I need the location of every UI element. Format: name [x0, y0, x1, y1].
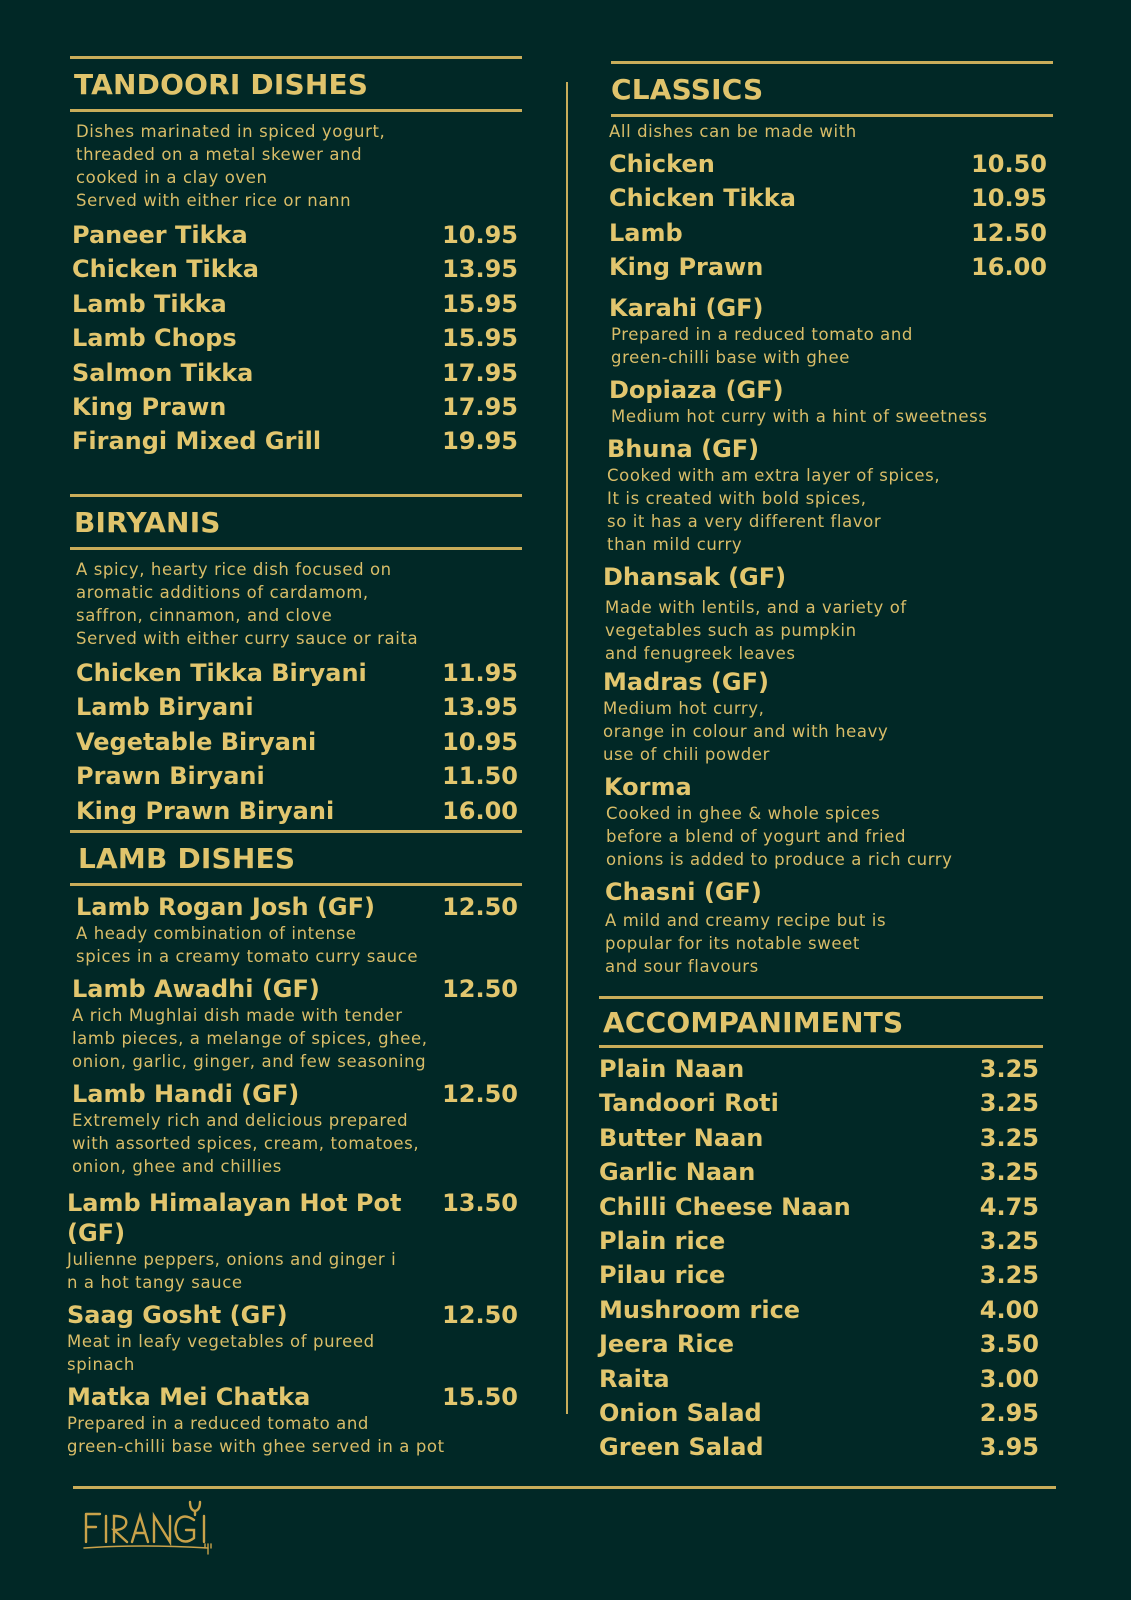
item-name: Raita: [599, 1364, 670, 1393]
menu-item: [70, 390, 522, 424]
curry-styles: [603, 293, 1051, 978]
item-name: Chicken Tikka: [609, 184, 796, 213]
section-description: Dishes marinated in spiced yogurt, threaded on a metal skewer and cooked in a clay oven Served with either rice or nann: [76, 122, 386, 210]
menu-item: [70, 974, 522, 1073]
item-name: Green Salad: [599, 1433, 764, 1462]
style-name: Karahi (GF): [609, 293, 764, 322]
item-price: 12.50: [442, 975, 518, 1003]
menu-item: [70, 424, 522, 458]
menu-item: [599, 1086, 1043, 1120]
item-name: Saag Gosht (GF): [67, 1301, 288, 1329]
item-price: 12.50: [442, 1080, 518, 1108]
menu-item: [599, 1362, 1043, 1396]
menu-item: [609, 147, 1051, 181]
item-price: 3.50: [979, 1330, 1039, 1359]
section-rule: [70, 883, 522, 886]
section-rule: [70, 494, 522, 497]
item-name: Onion Salad: [599, 1399, 762, 1428]
section-rule: [70, 547, 522, 550]
menu-item: [599, 1293, 1043, 1327]
menu-item: [599, 1052, 1043, 1086]
item-price: 17.95: [442, 393, 518, 422]
firangi-logo-icon: [80, 1500, 230, 1570]
menu-item: [599, 1155, 1043, 1189]
style-description: A mild and creamy recipe but is popular for its notable sweet and sour flavours: [605, 910, 887, 976]
menu-item: [70, 218, 522, 252]
item-price: 19.95: [442, 427, 518, 456]
item-name: Butter Naan: [599, 1123, 764, 1152]
item-description: Prepared in a reduced tomato and green-chilli base with ghee served in a pot: [67, 1414, 445, 1456]
item-price: 12.50: [442, 893, 518, 921]
style-name: Dhansak (GF): [603, 562, 787, 591]
section-rule: [70, 109, 522, 112]
section-classics: [611, 61, 1053, 117]
curry-style: [607, 434, 1051, 556]
section-title: LAMB DISHES: [78, 842, 296, 875]
item-price: 3.25: [979, 1055, 1039, 1083]
classics-content: [603, 120, 1051, 984]
item-price: 12.50: [971, 218, 1047, 247]
curry-style: [609, 293, 1051, 369]
item-name: Pilau rice: [599, 1261, 726, 1290]
section-description: All dishes can be made with: [609, 122, 857, 141]
menu-item: [70, 1079, 522, 1178]
item-name: Salmon Tikka: [72, 358, 254, 387]
item-price: 3.25: [979, 1158, 1039, 1187]
item-price: 15.50: [442, 1383, 518, 1411]
item-description: A heady combination of intense spices in a creamy tomato curry sauce: [76, 924, 419, 966]
item-description: A rich Mughlai dish made with tender lamb pieces, a melange of spices, ghee, onion, garlic, ginger, and few seasoning: [72, 1006, 428, 1071]
curry-style: [603, 667, 1051, 766]
section-rule: [611, 114, 1053, 117]
item-name: Chicken Tikka Biryani: [76, 659, 367, 687]
item-price: 12.50: [442, 1301, 518, 1329]
section-rule: [611, 61, 1053, 64]
menu-item: [599, 1327, 1043, 1361]
menu-item: [74, 759, 522, 793]
menu-item: [599, 1258, 1043, 1292]
item-name: Plain rice: [599, 1227, 726, 1256]
style-name: Bhuna (GF): [607, 434, 760, 463]
style-name: Chasni (GF): [605, 877, 762, 906]
item-price: 17.95: [442, 358, 518, 387]
section-biryanis: [70, 494, 522, 828]
menu-item: [67, 1300, 522, 1376]
curry-style: [603, 562, 1051, 665]
item-name: Tandoori Roti: [599, 1089, 779, 1118]
section-tandoori: [70, 56, 522, 459]
item-name: Lamb Awadhi (GF): [72, 975, 320, 1003]
item-price: 15.95: [442, 324, 518, 353]
item-name: Lamb Himalayan Hot Pot (GF): [67, 1189, 402, 1247]
item-price: 10.50: [971, 150, 1047, 178]
item-name: Chilli Cheese Naan: [599, 1192, 851, 1221]
item-name: King Prawn: [72, 393, 227, 422]
item-price: 3.25: [979, 1089, 1039, 1118]
menu-item: [67, 1188, 522, 1294]
item-name: Plain Naan: [599, 1055, 745, 1083]
style-description: Prepared in a reduced tomato and green-chilli base with ghee: [611, 324, 913, 367]
item-name: Firangi Mixed Grill: [72, 427, 322, 456]
menu-item: [599, 1121, 1043, 1155]
menu-item: [70, 252, 522, 286]
curry-style: [604, 772, 1051, 871]
item-name: Lamb Handi (GF): [72, 1080, 300, 1108]
menu-item: [70, 892, 522, 968]
item-price: 3.00: [979, 1364, 1039, 1393]
menu-item: [609, 250, 1051, 284]
item-name: King Prawn Biryani: [76, 796, 335, 825]
lamb-items: [67, 892, 522, 1458]
style-name: Madras (GF): [603, 667, 769, 696]
item-price: 3.25: [979, 1123, 1039, 1152]
item-name: Jeera Rice: [599, 1330, 735, 1359]
item-name: Matka Mei Chatka: [67, 1383, 311, 1411]
item-name: Chicken: [609, 150, 715, 178]
item-name: Lamb Tikka: [72, 289, 227, 318]
section-title: CLASSICS: [611, 73, 764, 106]
curry-style: [605, 877, 1051, 978]
menu-item: [74, 690, 522, 724]
menu-item: [599, 1396, 1043, 1430]
section-lamb-dishes: [67, 830, 522, 1464]
item-price: 3.95: [979, 1433, 1039, 1462]
style-description: Cooked in ghee & whole spices before a blend of yogurt and fried onions is added to produce a rich curry: [606, 803, 953, 869]
item-price: 3.25: [979, 1261, 1039, 1290]
menu-item: [70, 321, 522, 355]
item-price: 16.00: [442, 796, 518, 825]
item-name: Chicken Tikka: [72, 255, 259, 284]
section-rule: [599, 996, 1043, 999]
item-price: 3.25: [979, 1227, 1039, 1256]
item-name: Paneer Tikka: [72, 221, 248, 249]
item-description: Julienne peppers, onions and ginger i n a hot tangy sauce: [67, 1250, 397, 1292]
tandoori-items: [70, 218, 522, 459]
item-price: 10.95: [442, 221, 518, 249]
item-name: Lamb Biryani: [76, 693, 254, 722]
item-price: 15.95: [442, 289, 518, 318]
menu-item: [74, 794, 522, 828]
biryani-items: [70, 656, 522, 828]
style-name: Korma: [604, 772, 692, 801]
item-price: 10.95: [971, 184, 1047, 213]
item-name: Vegetable Biryani: [76, 727, 317, 756]
item-name: Mushroom rice: [599, 1295, 801, 1324]
style-description: Made with lentils, and a variety of vegetables such as pumpkin and fenugreek leaves: [605, 597, 907, 663]
item-description: Extremely rich and delicious prepared with assorted spices, cream, tomatoes, onion, ghee and chillies: [72, 1111, 420, 1176]
item-name: King Prawn: [609, 253, 764, 282]
menu-item: [74, 656, 522, 690]
item-price: 11.50: [442, 762, 518, 791]
style-description: Cooked with am extra layer of spices, It is created with bold spices, so it has a very different flavor than mild curry: [607, 465, 941, 554]
item-description: Meat in leafy vegetables of pureed spinach: [67, 1332, 375, 1374]
section-accompaniments: [599, 996, 1043, 1465]
section-title: TANDOORI DISHES: [74, 68, 369, 101]
item-price: 10.95: [442, 727, 518, 756]
menu-item: [609, 216, 1051, 250]
section-rule: [70, 830, 522, 833]
item-price: 13.95: [442, 693, 518, 722]
accompaniment-items: [599, 1052, 1043, 1465]
section-rule: [70, 56, 522, 59]
item-name: Lamb Chops: [72, 324, 237, 353]
menu-item: [70, 287, 522, 321]
style-description: Medium hot curry, orange in colour and with heavy use of chili powder: [603, 698, 889, 764]
style-description: Medium hot curry with a hint of sweetness: [611, 406, 988, 426]
curry-style: [609, 375, 1051, 428]
item-price: 13.95: [442, 255, 518, 284]
menu-item: [609, 181, 1051, 215]
menu-item: [67, 1382, 522, 1458]
menu-item: [74, 725, 522, 759]
item-price: 4.00: [979, 1295, 1039, 1324]
menu-item: [599, 1430, 1043, 1464]
item-name: Lamb Rogan Josh (GF): [76, 893, 375, 921]
section-description: A spicy, hearty rice dish focused on aromatic additions of cardamom, saffron, cinnamon, and clove Served with either curry sauce or raita: [76, 560, 419, 648]
item-name: Garlic Naan: [599, 1158, 756, 1187]
item-price: 11.95: [442, 659, 518, 687]
item-name: Lamb: [609, 218, 683, 247]
menu-item: [599, 1190, 1043, 1224]
item-price: 4.75: [979, 1192, 1039, 1221]
menu-item: [599, 1224, 1043, 1258]
style-name: Dopiaza (GF): [609, 375, 784, 404]
item-price: 16.00: [971, 253, 1047, 282]
column-divider: [566, 82, 568, 1414]
section-rule: [599, 1045, 1043, 1048]
section-title: ACCOMPANIMENTS: [603, 1006, 904, 1039]
item-price: 13.50: [442, 1189, 518, 1217]
section-title: BIRYANIS: [74, 506, 221, 539]
item-name: Prawn Biryani: [76, 762, 265, 791]
item-price: 2.95: [979, 1399, 1039, 1428]
footer-rule: [73, 1486, 1056, 1489]
classics-base-items: [609, 147, 1051, 285]
menu-item: [70, 356, 522, 390]
